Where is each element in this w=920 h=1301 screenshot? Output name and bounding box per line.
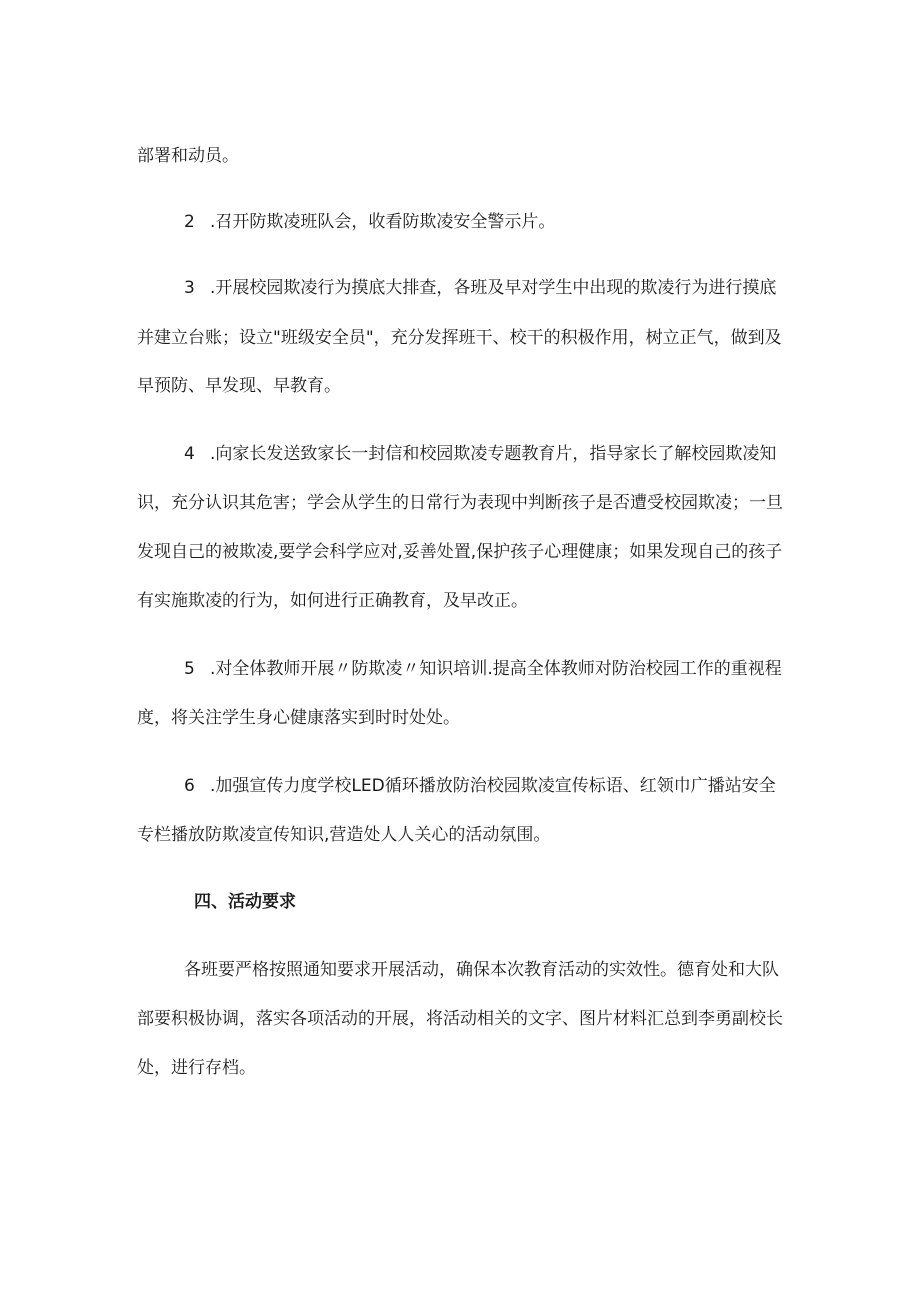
list-item-5 (184, 657, 782, 681)
item-text: .对全体教师开展〃防欺凌〃知识培训.提高全体教师对防治校园工作的重视程 (210, 659, 782, 679)
text-line: 并建立台账；设立"班级安全员"，充分发挥班干、校干的积极作用，树立正气，做到及 (137, 328, 782, 348)
list-item-3 (184, 276, 776, 300)
text-line: 早预防、早发现、早教育。 (137, 376, 341, 396)
text-line: 处，进行存档。 (137, 1058, 256, 1078)
item-number: 5 (184, 659, 195, 679)
text-line: 度，将关注学生身心健康落实到时时处处。 (137, 708, 460, 728)
list-item-6 (184, 774, 776, 798)
item-text: .向家长发送致家长一封信和校园欺凌专题教育片，指导家长了解校园欺凌知 (210, 444, 777, 464)
item-number: 3 (184, 278, 195, 298)
paragraph-first-line: 各班要严格按照通知要求开展活动，确保本次教育活动的实效性。德育处和大队 (184, 960, 779, 980)
item-text: .召开防欺凌班队会，收看防欺凌安全警示片。 (210, 212, 556, 232)
item-text: .加强宣传力度学校LED循环播放防治校园欺凌宣传标语、红领巾广播站安全 (210, 776, 776, 796)
section-heading: 四、活动要求 (194, 892, 296, 912)
list-item-4 (184, 442, 776, 466)
item-number: 6 (184, 776, 195, 796)
text-line: 有实施欺凌的行为，如何进行正确教育，及早改正。 (137, 591, 528, 611)
item-number: 4 (184, 444, 195, 464)
text-line: 部署和动员。 (137, 146, 239, 166)
item-text: .开展校园欺凌行为摸底大排查，各班及早对学生中出现的欺凌行为进行摸底 (210, 278, 777, 298)
text-line: 专栏播放防欺凌宣传知识,营造处人人关心的活动氛围。 (137, 825, 551, 845)
list-item-2 (184, 210, 555, 234)
text-line: 部要积极协调，落实各项活动的开展，将活动相关的文字、图片材料汇总到李勇副校长 (137, 1009, 783, 1029)
item-number: 2 (184, 212, 195, 232)
text-line: 识，充分认识其危害；学会从学生的日常行为表现中判断孩子是否遭受校园欺凌；一旦 (137, 493, 783, 513)
text-line: 发现自己的被欺凌,要学会科学应对,妥善处置,保护孩子心理健康；如果发现自己的孩子 (137, 542, 783, 562)
